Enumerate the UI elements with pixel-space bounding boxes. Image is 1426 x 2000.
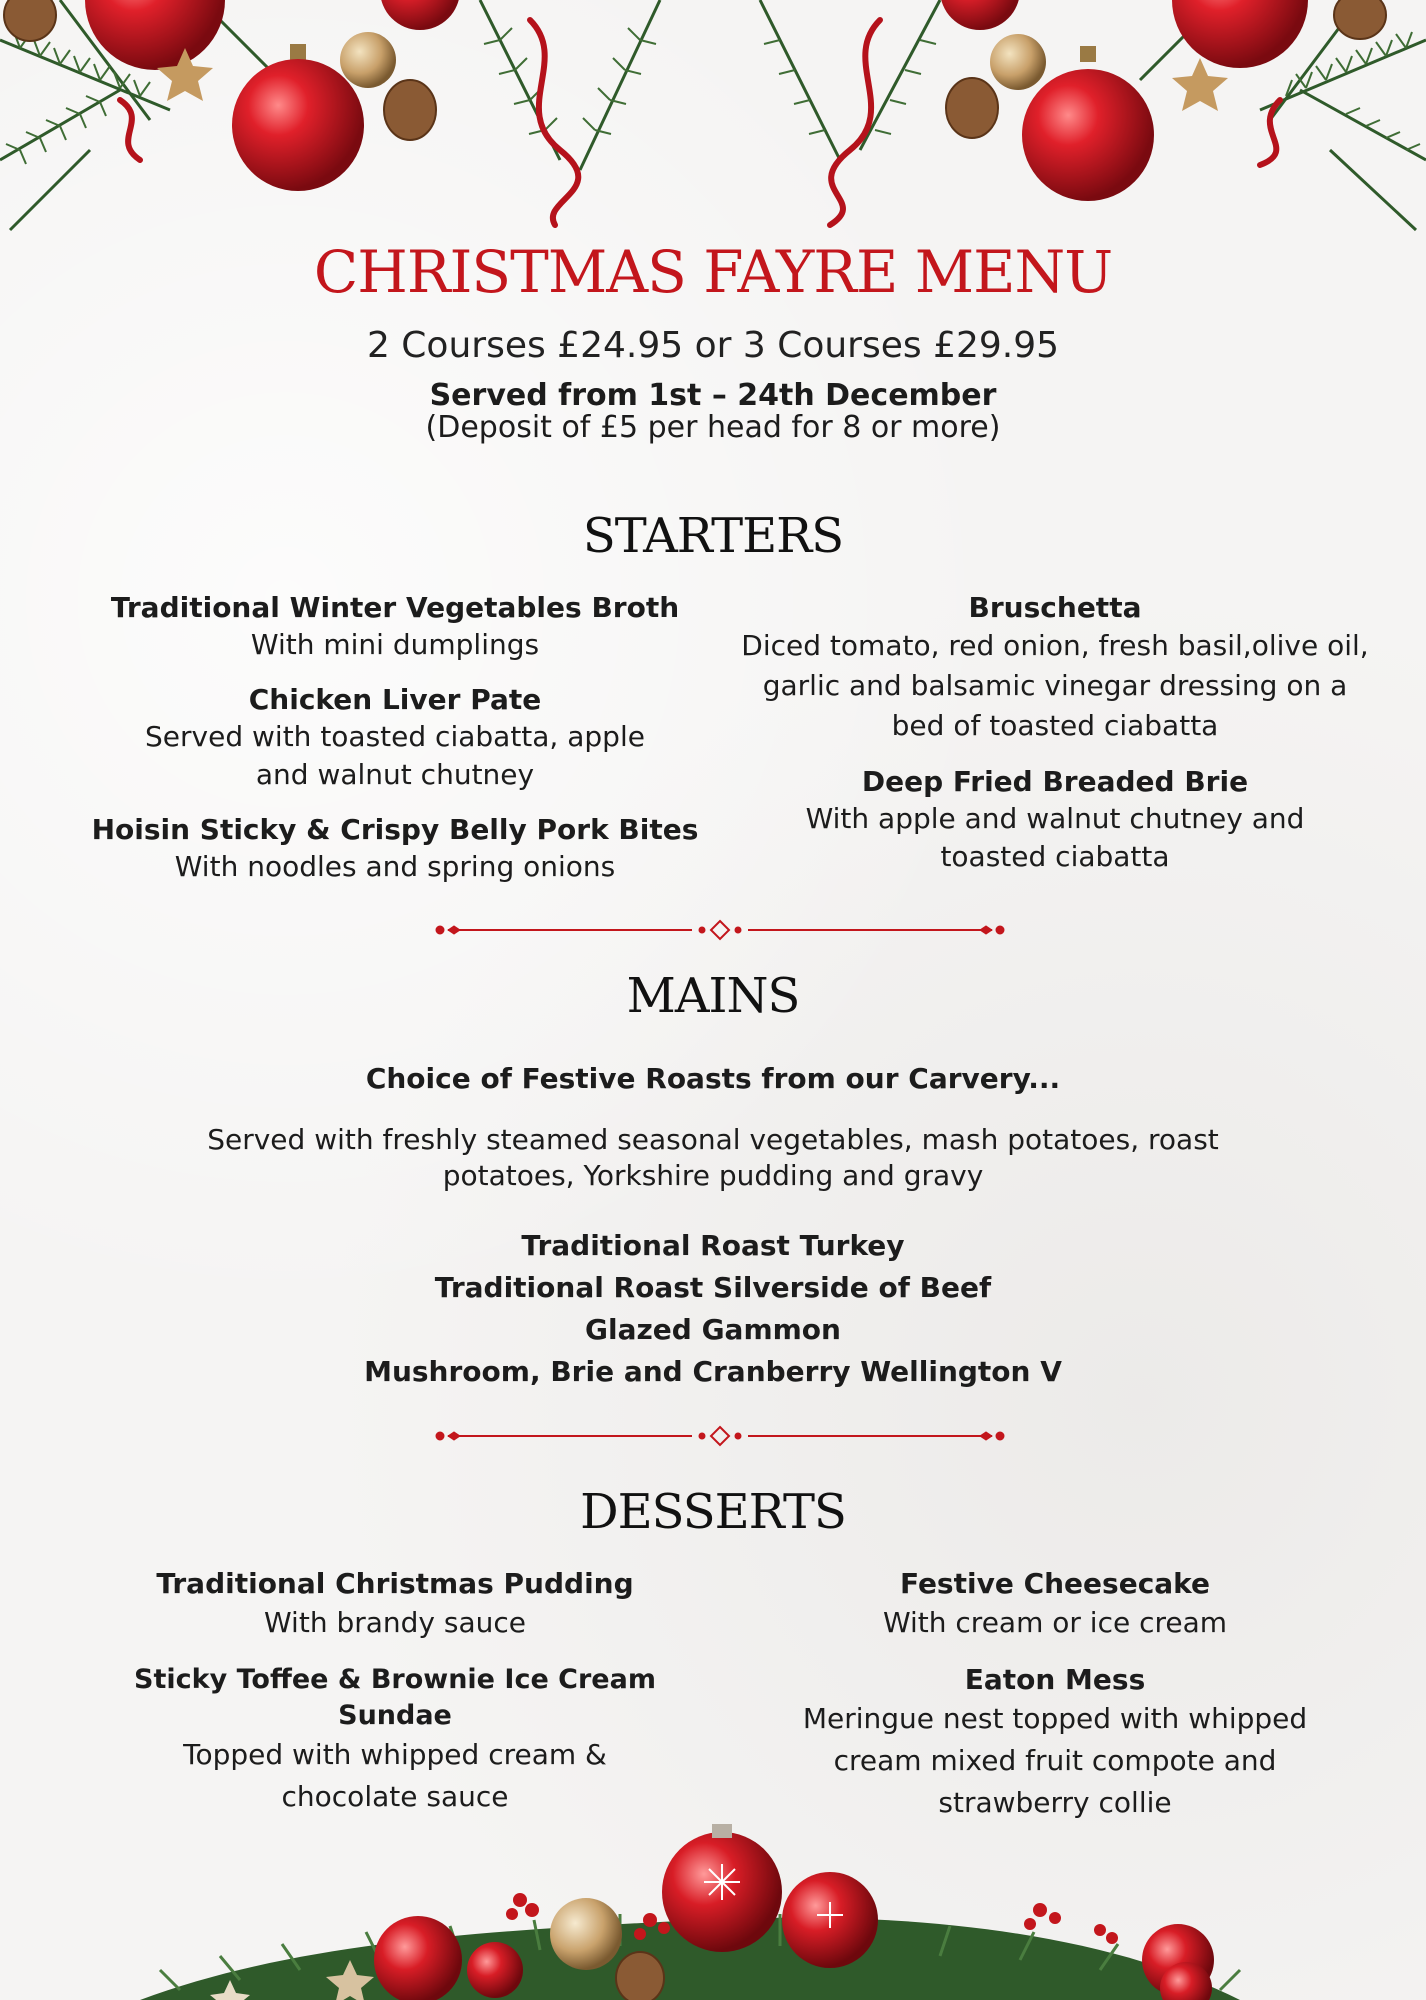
dish-name: Eaton Mess [964,1663,1146,1696]
served-dates: Served from 1st – 24th December [429,378,997,413]
starter-item [740,764,1370,876]
christmas-garland-bottom-illustration [0,1810,1426,2000]
mains-list [0,1225,1426,1393]
starter-item [90,812,700,886]
dish-description: Diced tomato, red onion, fresh basil,olive oil, garlic and balsamic vinegar dressing on a bed of toasted ciabatta [741,629,1369,742]
dish-description: Served with toasted ciabatta, apple and walnut chutney [145,720,645,791]
dish-name: Deep Fried Breaded Brie [861,765,1249,798]
desserts-left-column [90,1566,700,1836]
dish-description: With apple and walnut chutney and toasted ciabatta [805,802,1305,873]
dish-name: Bruschetta [968,591,1142,624]
starter-item [90,682,700,794]
dish-description: Meringue nest topped with whipped cream mixed fruit compote and strawberry collie [802,1702,1308,1819]
christmas-garland-top-illustration [0,0,1426,260]
menu-title: CHRISTMAS FAYRE MENU [313,238,1113,306]
main-item: Mushroom, Brie and Cranberry Wellington V [364,1355,1062,1388]
dish-name: Sticky Toffee & Brownie Ice Cream Sundae [134,1664,656,1731]
main-item: Traditional Roast Silverside of Beef [434,1271,992,1304]
dish-description: With brandy sauce [263,1606,527,1639]
dish-name: Chicken Liver Pate [248,683,542,716]
ornamental-divider [430,1424,1010,1448]
dish-name: Festive Cheesecake [899,1567,1211,1600]
starters-left-column [90,590,700,904]
dessert-item [740,1662,1370,1824]
dish-description: With noodles and spring onions [174,850,616,883]
mains-served-with: Served with freshly steamed seasonal vegetables, mash potatoes, roast potatoes, Yorkshire pudding and gravy [207,1123,1219,1192]
dessert-item [740,1566,1370,1644]
dessert-item [90,1662,700,1818]
desserts-heading: DESSERTS [580,1484,846,1540]
dish-description: With cream or ice cream [882,1606,1228,1639]
starter-item [90,590,700,664]
starters-right-column [740,590,1370,894]
deposit-note: (Deposit of £5 per head for 8 or more) [425,410,1001,445]
dish-name: Traditional Winter Vegetables Broth [110,591,680,624]
dish-name: Traditional Christmas Pudding [156,1567,634,1600]
starter-item [740,590,1370,746]
course-prices: 2 Courses £24.95 or 3 Courses £29.95 [366,325,1060,366]
starters-heading: STARTERS [582,508,844,564]
mains-heading: MAINS [626,968,800,1024]
dish-description: With mini dumplings [250,628,540,661]
dish-description: Topped with whipped cream & chocolate sauce [183,1738,607,1813]
mains-intro: Choice of Festive Roasts from our Carvery... [365,1062,1061,1095]
main-item: Glazed Gammon [585,1313,841,1346]
dessert-item [90,1566,700,1644]
dish-name: Hoisin Sticky & Crispy Belly Pork Bites [91,813,699,846]
desserts-right-column [740,1566,1370,1842]
main-item: Traditional Roast Turkey [521,1229,905,1262]
ornamental-divider [430,918,1010,942]
